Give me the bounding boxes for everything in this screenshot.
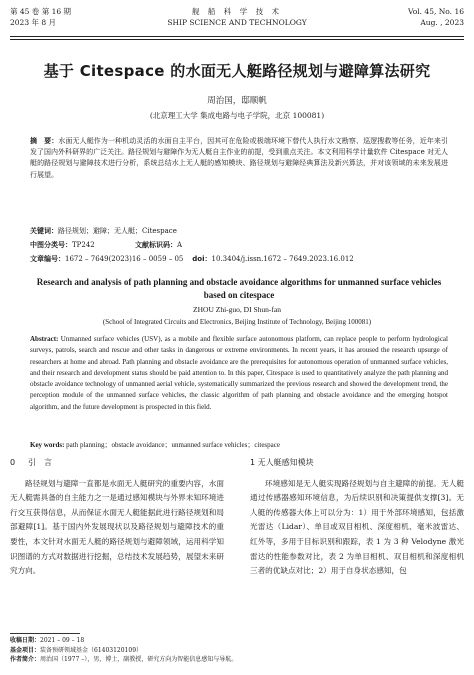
keywords-en-text: path planning；obstacle avoidance；unmanned surface vehicles；citespace xyxy=(64,441,280,449)
affiliation-zh: (北京理工大学 集成电路与电子学院，北京 100081) xyxy=(149,111,325,120)
fund-value: 装备预研领域基金（61403120109） xyxy=(40,646,143,654)
doc-value: A xyxy=(177,241,183,249)
article-number-value: 1672 – 7649(2023)16 – 0059 – 05 xyxy=(65,255,184,263)
section-heading-perception xyxy=(250,456,464,471)
header-date-zh: 2023 年 8 月 xyxy=(10,18,57,27)
keywords-zh xyxy=(30,226,448,237)
doc-label: 文献标识码： xyxy=(135,241,177,249)
abstract-en xyxy=(30,334,448,413)
header-issue-en xyxy=(408,6,464,28)
doc-code xyxy=(135,241,182,249)
header-volume-en: Vol. 45, No. 16 xyxy=(408,7,464,16)
header-journal-name xyxy=(10,6,464,28)
intro-paragraph: 路径规划与避障一直都是水面无人艇研究的重要内容，水面无人艇需具备的自主能力之一是通过感知模块与外界未知环境进行交互获得信息，从而保证水面无人艇能据此进行路径规划和局部避障[1]。基于国内外发展现状以及路径规划与避障技术的重要性，本文针对水面无人艇的路径规划与避障领域，运用科学知识图谱的方式对数据进行挖掘，总结技术发展趋势，展望未来研究方向。 xyxy=(10,478,224,576)
section-heading-intro xyxy=(10,456,224,471)
clc-code xyxy=(30,240,135,251)
received-value: 2021 – 09 – 18 xyxy=(40,637,85,644)
section-title: 无人艇感知模块 xyxy=(257,458,314,467)
abstract-zh-text: 水面无人艇作为一种机动灵活的水面自主平台，因其可在危险或极端环境下替代人执行水文勘察、巡逻搜救等任务，近年来引发了国内外科研界的广泛关注。路径规划与避障作为无人艇自主作业的前提，受到重点关注。本文利用科学计量软件 Citespace 对无人艇的路径规划与避障技术进行分析，系统总结水上无人艇的感知模块、路径规划与避障经典算法及新兴算法，并对该领域的未来发展进行展望。 xyxy=(30,137,449,179)
journal-name-zh: 舰 船 科 学 技 术 xyxy=(192,7,282,16)
journal-name-en: SHIP SCIENCE AND TECHNOLOGY xyxy=(167,18,307,27)
header-rule-thick xyxy=(10,36,464,37)
abstract-en-label: Abstract: xyxy=(30,335,59,343)
clc-value: TP242 xyxy=(72,241,95,249)
body-column-left xyxy=(10,456,224,579)
keywords-zh-text: 路径规划；避障；无人艇；Citespace xyxy=(58,227,177,235)
classification-line xyxy=(30,240,448,251)
abstract-zh-label: 摘 要： xyxy=(30,137,59,145)
perception-paragraph: 环境感知是无人艇实现路径规划与自主避障的前提。无人艇通过传感器感知环境信息，为后续识别和决策提供支撑[3]。无人艇的传感器大体上可以分为：1）用于外部环境感知，包括激光雷达（Lidar）、单目或双目相机、深度相机、毫米波雷达、红外等，多用于目标识别和跟踪，表 1 为 3 种 Velodyne 激光雷达的性能参数对比，表 2 为单目相机、双目相机和深度相机三者的优缺点对比；2）用于自身状态感知，包 xyxy=(250,478,464,576)
header-rule-thin xyxy=(10,39,464,40)
fund-info xyxy=(10,646,310,656)
keywords-en xyxy=(30,440,448,451)
authors-zh: 周治国，邸顺帆 xyxy=(207,96,267,106)
header-date-en: Aug. , 2023 xyxy=(420,18,464,27)
keywords-zh-label: 关键词： xyxy=(30,227,58,235)
footnote-rule xyxy=(10,633,80,634)
keywords-en-label: Key words: xyxy=(30,441,65,449)
article-title-en: Research and analysis of path planning and obstacle avoidance algorithms for unmanned surface vehicles based on citespace xyxy=(36,277,442,300)
section-number: 1 xyxy=(250,458,256,467)
section-title: 引 言 xyxy=(28,458,52,467)
article-number-label: 文章编号： xyxy=(30,255,65,263)
author-bio-label: 作者简介： xyxy=(10,656,41,663)
author-bio xyxy=(10,655,310,665)
affiliation-en: (School of Integrated Circuits and Electronics, Beijing Institute of Technology, Beijing 100081) xyxy=(102,318,372,326)
identifier-line xyxy=(30,254,448,265)
article-title-zh: 基于 Citespace 的水面无人艇路径规划与避障算法研究 xyxy=(43,62,431,80)
abstract-en-text: Unmanned surface vehicles (USV), as a mobile and flexible surface autonomous platform, can replace people to perform hydrological surveys, patrols, search and rescue and other tasks in dangerous or extreme environments. In recent years, it has aroused the research upsurge of researchers at home and abroad. Path planning and obstacle avoidance are the prerequisites for autonomous operation of unmanned surface vehicles, and their research and development status should be paid attention to. In this paper, Citespace is used to quantitatively analyze the path planning and obstacle avoidance technology of unmanned aerial vehicle, systematically summarized the previous research and showed the development trend, the perception module of the unmanned surface vehicles, the classic algorithm of path planning and obstacle avoidance and the emerging hotspot algorithm, and the future development is prospected in this field. xyxy=(30,335,448,411)
author-bio-value: 周治国（1977 –），男，博士，副教授，研究方向为智能信息感知与导航。 xyxy=(40,656,238,663)
doi-label: doi： xyxy=(192,255,212,263)
body-column-right xyxy=(250,456,464,579)
received-date xyxy=(10,636,310,646)
fund-label: 基金项目： xyxy=(10,646,41,654)
abstract-zh xyxy=(30,136,448,181)
authors-en: ZHOU Zhi-guo, DI Shun-fan xyxy=(193,305,281,314)
received-label: 收稿日期： xyxy=(10,637,41,644)
running-header xyxy=(10,6,464,36)
section-number: 0 xyxy=(10,458,16,467)
footnotes xyxy=(10,636,310,665)
doi-value[interactable]: 10.3404/j.issn.1672 – 7649.2023.16.012 xyxy=(211,255,354,263)
clc-label: 中图分类号： xyxy=(30,241,72,249)
header-volume-zh: 第 45 卷 第 16 期 xyxy=(10,7,72,16)
